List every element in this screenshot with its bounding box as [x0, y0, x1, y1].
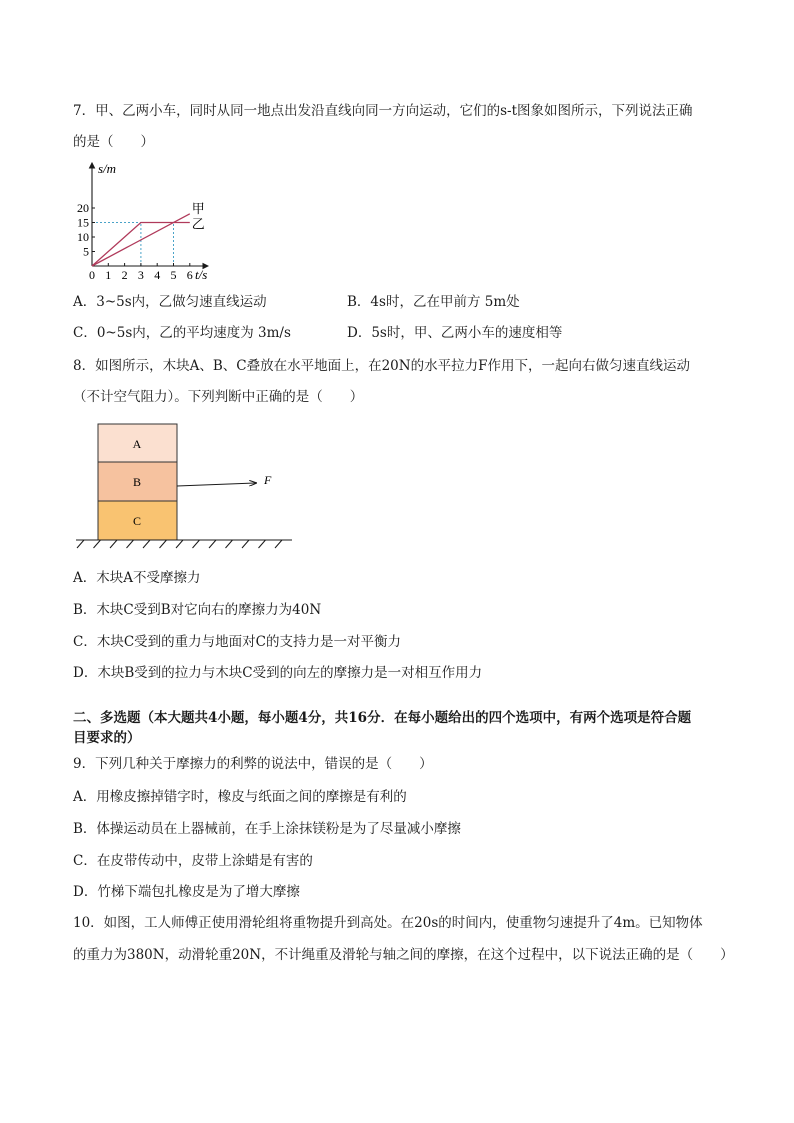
hatch-mark	[259, 540, 266, 548]
q9-option-b[interactable]: B．体操运动员在上器械前，在手上涂抹镁粉是为了尽量减小摩擦	[73, 821, 461, 837]
q8-option-b[interactable]: B．木块C受到B对它向右的摩擦力为40N	[73, 602, 322, 618]
section2-heading-line1: 二、多选题（本大题共4小题，每小题4分，共16分．在每小题给出的四个选项中，有两个选项是符合题	[73, 710, 692, 726]
q8-stem-line1: 8．如图所示，木块A、B、C叠放在水平地面上，在20N的水平拉力F作用下，一起向右做匀速直线运动	[73, 358, 690, 374]
q8-blocks-figure	[70, 420, 310, 550]
q7-stem-line2: 的是（ ）	[73, 134, 154, 150]
y-axis-label: s/m	[98, 161, 117, 176]
x-tick-label: 5	[170, 268, 177, 282]
q8-option-c[interactable]: C．木块C受到的重力与地面对C的支持力是一对平衡力	[73, 634, 401, 650]
hatch-mark	[242, 540, 249, 548]
q8-option-d[interactable]: D．木块B受到的拉力与木块C受到的向左的摩擦力是一对相互作用力	[73, 665, 483, 681]
hatch-mark	[275, 540, 282, 548]
q7-option-a[interactable]: A．3~5s内，乙做匀速直线运动	[73, 294, 267, 310]
series-line-jia	[92, 214, 190, 266]
q10-stem-line1: 10．如图，工人师傅正使用滑轮组将重物提升到高处。在20s的时间内，使重物匀速提升了4m。已知物体	[73, 915, 703, 931]
block-b-label: B	[132, 475, 142, 489]
hatch-mark	[176, 540, 183, 548]
q9-option-c[interactable]: C．在皮带传动中，皮带上涂蜡是有害的	[73, 853, 313, 869]
block-a-label: A	[132, 437, 142, 451]
q8-stem-line2: （不计空气阻力）。下列判断中正确的是（ ）	[73, 389, 364, 405]
ground-hatching	[77, 540, 282, 548]
x-tick-label: 2	[121, 268, 128, 282]
hatch-mark	[127, 540, 134, 548]
y-tick-label: 15	[77, 215, 89, 230]
x-tick-label: 1	[105, 268, 112, 282]
x-tick-label: 3	[137, 268, 144, 282]
q7-option-c[interactable]: C．0~5s内，乙的平均速度为 3m/s	[73, 325, 291, 341]
hatch-mark	[209, 540, 216, 548]
x-tick-label: 4	[154, 268, 161, 282]
q7-st-graph	[72, 158, 232, 283]
hatch-mark	[110, 540, 117, 548]
x-tick-label: 0	[89, 268, 95, 282]
series-label: 乙	[191, 216, 205, 232]
q7-stem-line1: 7．甲、乙两小车，同时从同一地点出发沿直线向同一方向运动，它们的s-t图象如图所示，下列说法正确	[73, 103, 693, 119]
q10-stem-line2: 的重力为380N，动滑轮重20N，不计绳重及滑轮与轴之间的摩擦，在这个过程中，以下说法正确的是（ ）	[73, 947, 734, 963]
hatch-mark	[226, 540, 233, 548]
q7-option-d[interactable]: D．5s时，甲、乙两小车的速度相等	[347, 325, 563, 341]
hatch-mark	[160, 540, 167, 548]
q9-option-a[interactable]: A．用橡皮擦掉错字时，橡皮与纸面之间的摩擦是有利的	[73, 789, 407, 805]
q9-option-d[interactable]: D．竹梯下端包扎橡皮是为了增大摩擦	[73, 884, 300, 900]
x-tick-label: 6	[186, 268, 193, 282]
q7-option-b[interactable]: B．4s时，乙在甲前方 5m处	[347, 294, 520, 310]
y-tick-label: 5	[83, 244, 89, 259]
y-tick-label: 20	[77, 201, 89, 215]
section2-heading-line2: 目要求的）	[73, 730, 141, 746]
x-axis-label: t/s	[195, 267, 208, 282]
y-tick-label: 10	[77, 230, 89, 244]
q8-option-a[interactable]: A．木块A不受摩擦力	[73, 570, 201, 586]
block-c-label: C	[132, 514, 142, 528]
force-label: F	[264, 473, 272, 487]
hatch-mark	[94, 540, 101, 548]
hatch-mark	[193, 540, 200, 548]
q9-stem: 9．下列几种关于摩擦力的利弊的说法中，错误的是（ ）	[73, 756, 433, 772]
force-arrow	[177, 483, 256, 486]
hatch-mark	[77, 540, 84, 548]
series-label: 甲	[191, 200, 205, 216]
hatch-mark	[143, 540, 150, 548]
